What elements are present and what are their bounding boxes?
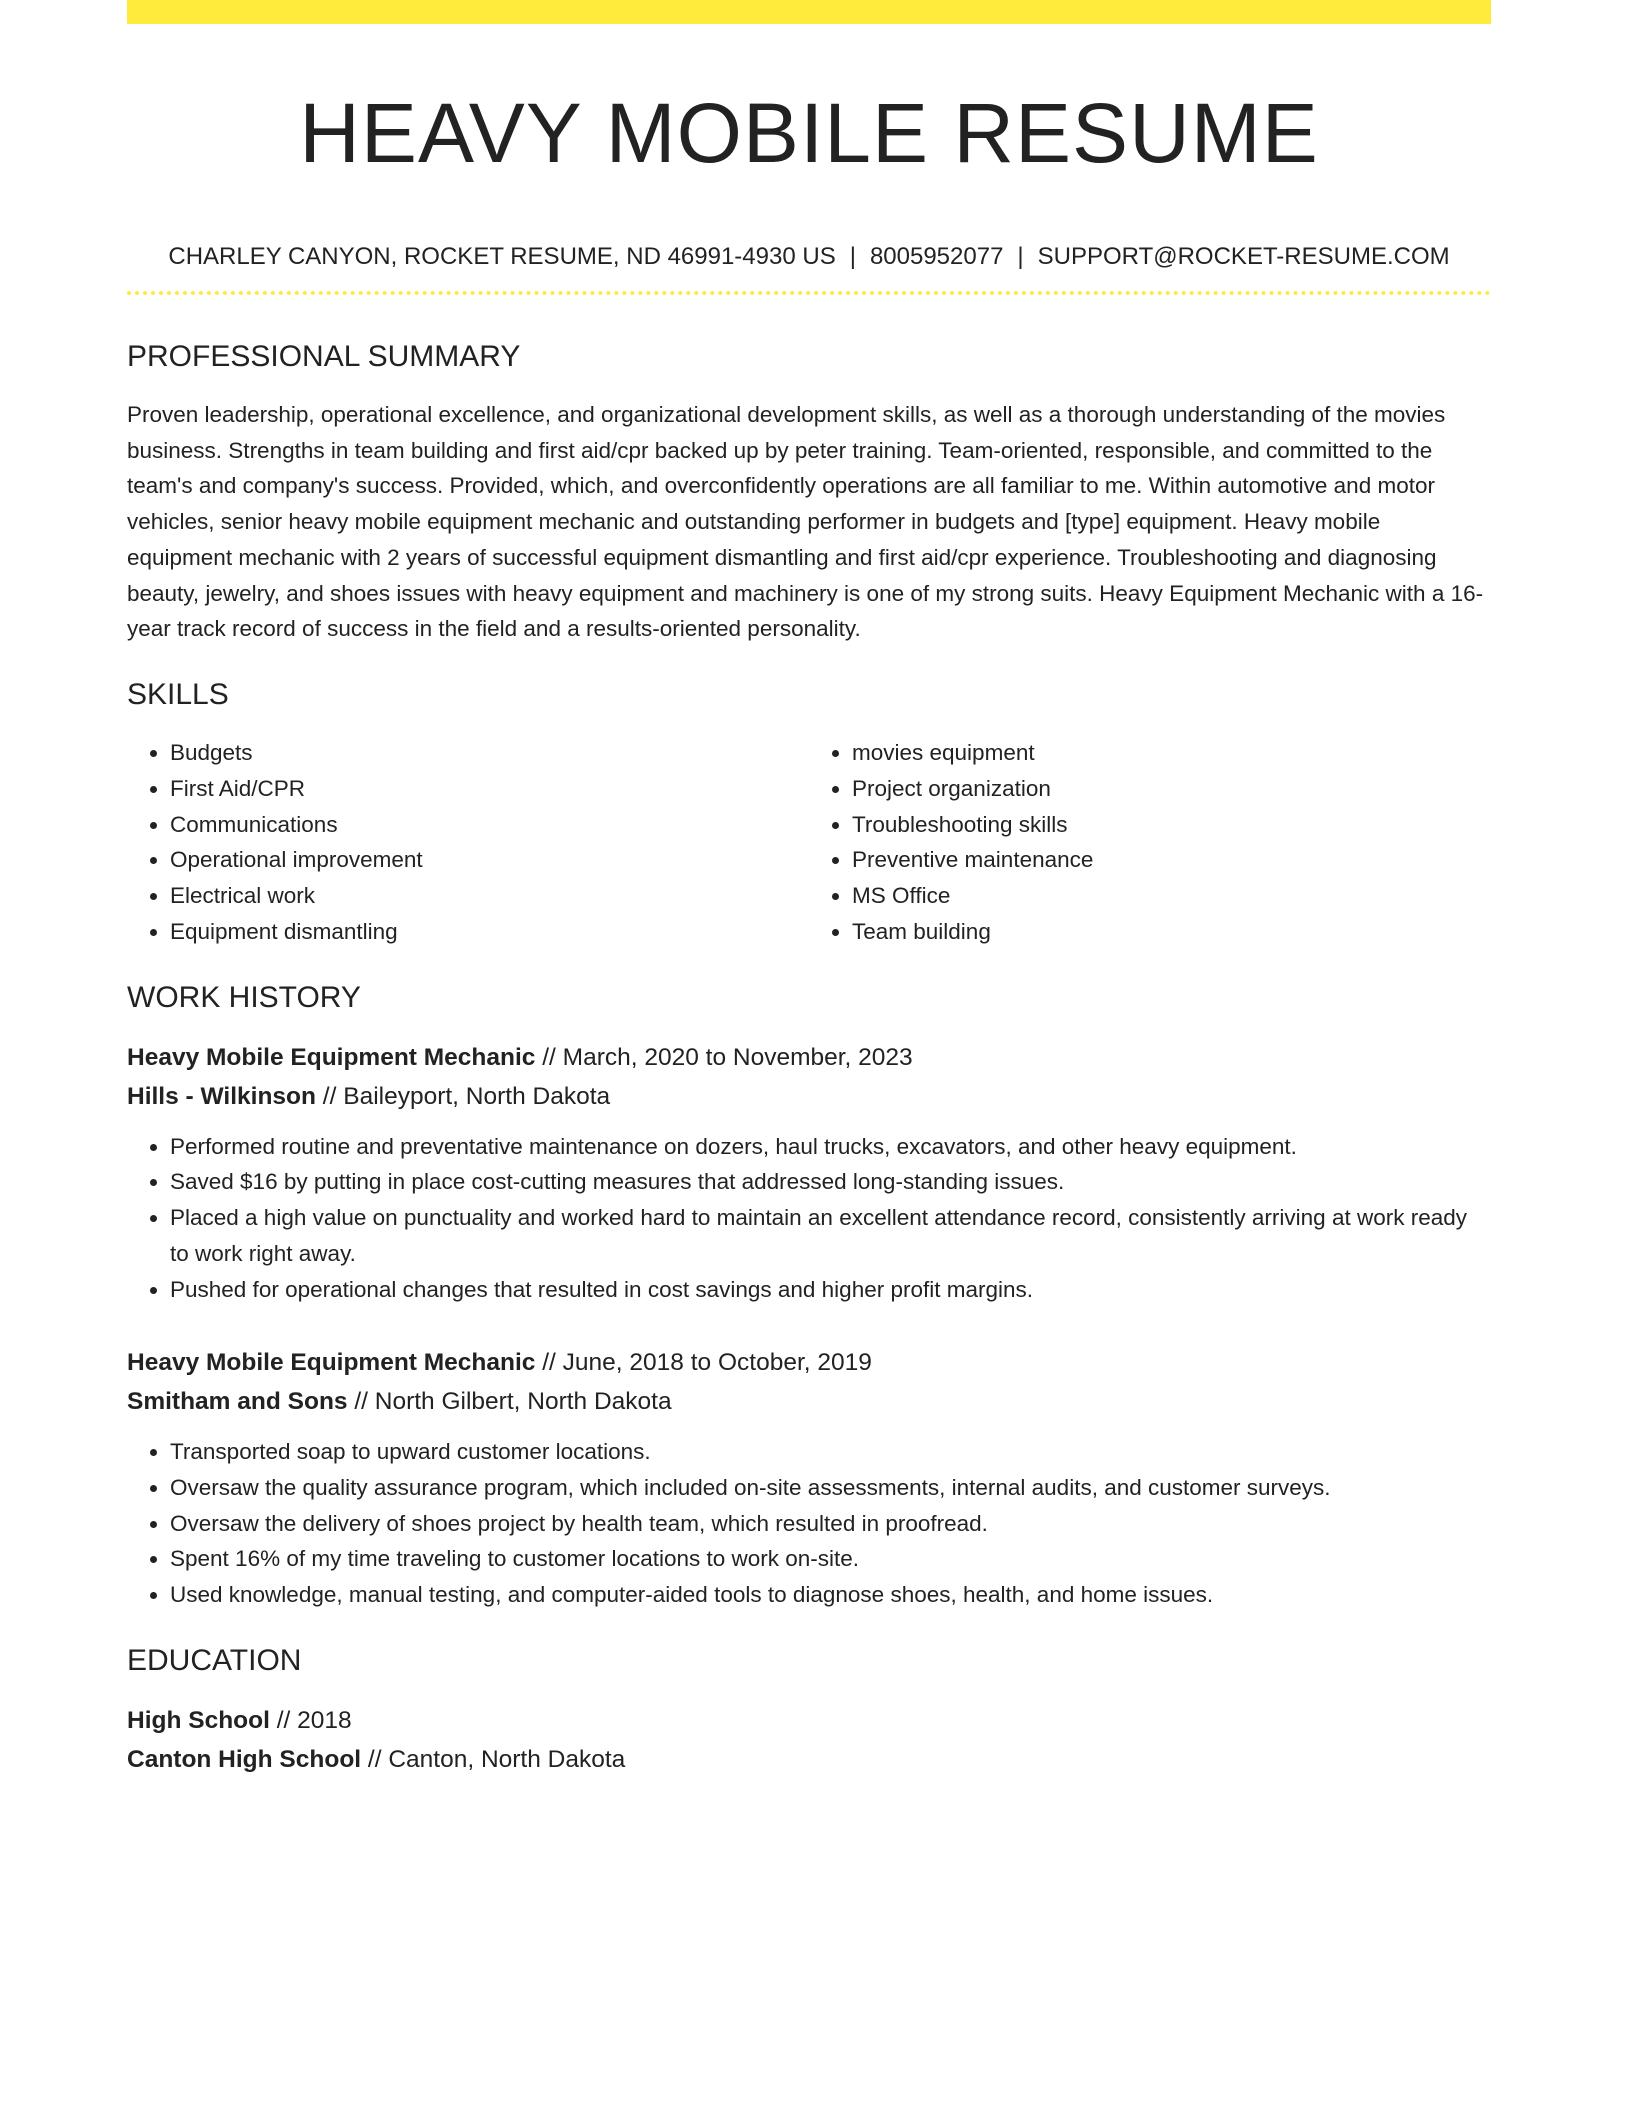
job-entry (127, 1038, 1491, 1308)
skill-item: • Operational improvement (170, 842, 809, 878)
job-location: // North Gilbert, North Dakota (347, 1388, 672, 1416)
skill-item: • Communications (170, 807, 809, 843)
contact-separator: | (849, 243, 856, 270)
education-school: Canton High School (127, 1745, 362, 1773)
skill-item: • Team building (852, 914, 1491, 950)
skill-item: • movies equipment (852, 735, 1491, 771)
job-bullet: • Spent 16% of my time traveling to customer locations to work on-site. (170, 1541, 1491, 1577)
job-dates: // March, 2020 to November, 2023 (535, 1043, 913, 1071)
job-bullet: • Oversaw the quality assurance program, which included on-site assessments, internal audits, and customer surveys. (170, 1470, 1491, 1506)
skill-item: • Budgets (170, 735, 809, 771)
skill-item: • First Aid/CPR (170, 771, 809, 807)
contact-phone: 8005952077 (869, 243, 1004, 270)
job-bullets (127, 1434, 1491, 1613)
contact-separator: | (1017, 243, 1024, 270)
skill-item: • Electrical work (170, 878, 809, 914)
job-role: Heavy Mobile Equipment Mechanic (127, 1043, 536, 1071)
job-company: Hills - Wilkinson (127, 1082, 316, 1110)
job-role-line (127, 1343, 1491, 1382)
accent-top-bar (127, 0, 1491, 24)
job-dates: // June, 2018 to October, 2019 (535, 1349, 872, 1377)
job-location: // Baileyport, North Dakota (316, 1082, 611, 1110)
education-year: // 2018 (269, 1706, 352, 1734)
job-company: Smitham and Sons (127, 1388, 348, 1416)
resume-page (127, 0, 1491, 1779)
education-heading: EDUCATION (127, 1643, 302, 1677)
summary-paragraph: Proven leadership, operational excellence, and organizational development skills, as well as a thorough understanding of the movies business. Strengths in team building and first aid/cpr backed up by peter training. Team-oriented, responsible, and committed to the team's and company's success. Provided, which, and overconfidently operations are all familiar to me. Within automotive and motor vehicles, senior heavy mobile equipment mechanic and outstanding performer in budgets and [type] equipment. Heavy mobile equipment mechanic with 2 years of successful equipment dismantling and first aid/cpr experience. Troubleshooting and diagnosing beauty, jewelry, and shoes issues with heavy equipment and machinery is one of my strong suits. Heavy Equipment Mechanic with a 16-year track record of success in the field and a results-oriented personality. (127, 402, 1484, 642)
skill-item: • Preventive maintenance (852, 842, 1491, 878)
job-company-line (127, 1077, 1491, 1116)
contact-line (127, 241, 1491, 273)
job-bullet: • Transported soap to upward customer locations. (170, 1434, 1491, 1470)
dotted-divider (127, 291, 1491, 295)
skills-column-left (127, 735, 809, 950)
contact-address: CHARLEY CANYON, ROCKET RESUME, ND 46991-4930 US (168, 243, 836, 270)
skill-item: • Equipment dismantling (170, 914, 809, 950)
resume-title: HEAVY MOBILE RESUME (299, 86, 1319, 180)
summary-heading: PROFESSIONAL SUMMARY (127, 340, 521, 373)
contact-email: SUPPORT@ROCKET-RESUME.COM (1037, 243, 1450, 270)
education-degree: High School (127, 1706, 270, 1734)
education-degree-line (127, 1701, 1491, 1740)
job-entry (127, 1343, 1491, 1613)
education-school-line (127, 1740, 1491, 1779)
job-bullet: • Oversaw the delivery of shoes project by health team, which resulted in proofread. (170, 1506, 1491, 1542)
education-location: // Canton, North Dakota (361, 1745, 626, 1773)
skill-item: • MS Office (852, 878, 1491, 914)
job-company-line (127, 1382, 1491, 1421)
work-history-heading: WORK HISTORY (127, 980, 361, 1014)
skills-heading: SKILLS (127, 677, 229, 711)
job-role: Heavy Mobile Equipment Mechanic (127, 1349, 536, 1377)
skill-item: • Troubleshooting skills (852, 807, 1491, 843)
job-bullet: • Used knowledge, manual testing, and computer-aided tools to diagnose shoes, health, and home issues. (170, 1577, 1491, 1613)
job-bullet: • Performed routine and preventative maintenance on dozers, haul trucks, excavators, and other heavy equipment. (170, 1129, 1491, 1165)
skills-column-right (809, 735, 1491, 950)
job-bullet: • Saved $16 by putting in place cost-cutting measures that addressed long-standing issues. (170, 1164, 1491, 1200)
skill-item: • Project organization (852, 771, 1491, 807)
job-role-line (127, 1038, 1491, 1077)
job-bullet: • Placed a high value on punctuality and worked hard to maintain an excellent attendance record, consistently arriving at work ready to work right away. (170, 1200, 1491, 1271)
skills-grid (127, 735, 1491, 950)
job-bullets (127, 1129, 1491, 1308)
job-bullet: • Pushed for operational changes that resulted in cost savings and higher profit margins. (170, 1272, 1491, 1308)
